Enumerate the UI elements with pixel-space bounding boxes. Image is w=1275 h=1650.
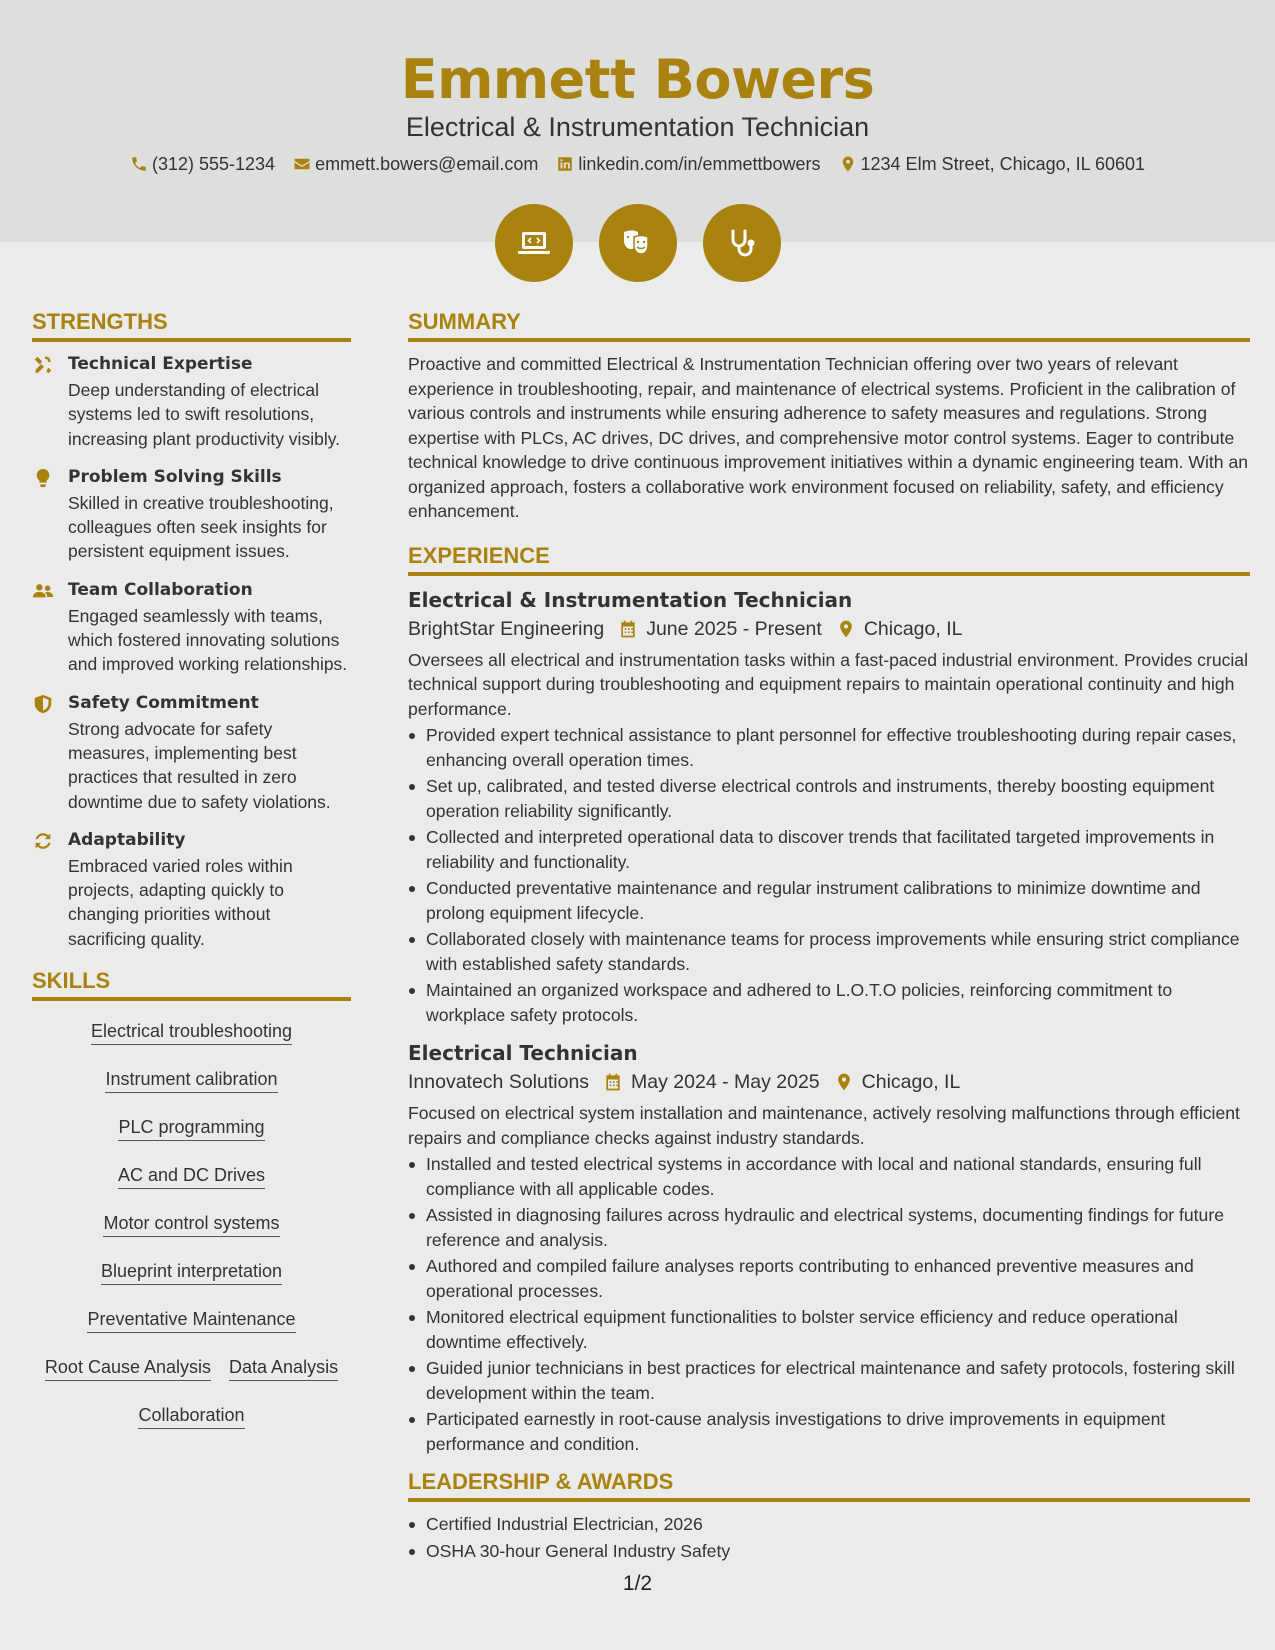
left-column (32, 308, 351, 1445)
strength-item (32, 578, 351, 677)
address-text: 1234 Elm Street, Chicago, IL 60601 (860, 154, 1146, 174)
list-item: Maintained an organized workspace and adhered to L.O.T.O policies, reinforcing commitment to workplace safety protocols. (408, 978, 1250, 1027)
list-item: Set up, calibrated, and tested diverse electrical controls and instruments, thereby boosting equipment operation reliability significantly. (408, 774, 1250, 823)
job-bullets (408, 1152, 1250, 1456)
phone-text: (312) 555-1234 (151, 154, 276, 174)
strength-desc: Engaged seamlessly with teams, which fostered innovating solutions and improved working relationships. (68, 605, 348, 675)
list-item: Assisted in diagnosing failures across hydraulic and electrical systems, documenting findings for future reference and analysis. (408, 1203, 1250, 1252)
summary-text: Proactive and committed Electrical & Instrumentation Technician offering over two years of relevant experience in troubleshooting, repair, and maintenance of electrical systems. Proficient in the calibration of various controls and instruments while ensuring adherence to safety measures and regulations. Strong expertise with PLCs, AC drives, DC drives, and comprehensive motor control systems. Eager to contribute technical knowledge to drive continuous improvement initiatives within a dynamic engineering team. With an organized approach, fosters a collaborative work environment focused on reliability, safety, and efficiency enhancement. (408, 354, 1249, 521)
strength-item (32, 352, 351, 451)
strength-title: Adaptability (68, 829, 186, 850)
list-item: Provided expert technical assistance to plant personnel for effective troubleshooting during repair cases, enhancing overall operation times. (408, 723, 1250, 772)
skill-tag: Collaboration (138, 1403, 244, 1429)
skill-tag: Blueprint interpretation (101, 1259, 282, 1285)
list-item: Certified Industrial Electrician, 2026 (408, 1512, 1250, 1537)
right-column (408, 308, 1250, 1575)
linkedin-icon (556, 155, 574, 173)
contact-email[interactable] (293, 152, 538, 176)
job-description: Oversees all electrical and instrumentation tasks within a fast-paced industrial environment. Provides crucial technical support during troubleshooting and equipment repairs to maintain operational continuity and high performance. (408, 649, 1248, 719)
interest-theater (599, 204, 677, 282)
theater-masks-icon (618, 223, 658, 263)
job-location: Chicago, IL (863, 617, 963, 640)
interest-icons (0, 204, 1275, 282)
skill-tag: AC and DC Drives (118, 1163, 265, 1189)
skill-tag: Instrument calibration (105, 1067, 277, 1093)
list-item: Installed and tested electrical systems in accordance with local and national standards, ensuring full compliance with all applicable codes. (408, 1152, 1250, 1201)
job-entry (408, 1039, 1250, 1456)
skill-tag: Preventative Maintenance (87, 1307, 295, 1333)
strength-title: Problem Solving Skills (68, 466, 282, 487)
strength-item (32, 691, 351, 814)
page-number: 1/2 (622, 1572, 653, 1595)
experience-heading: EXPERIENCE (408, 542, 1250, 576)
interest-medical (703, 204, 781, 282)
linkedin-text: linkedin.com/in/emmettbowers (578, 154, 821, 174)
list-item: Collaborated closely with maintenance teams for process improvements while ensuring strict compliance with established safety standards. (408, 927, 1250, 976)
tools-icon (32, 354, 54, 376)
contact-address (839, 152, 1146, 176)
job-meta (408, 614, 1250, 644)
list-item: Authored and compiled failure analyses reports contributing to enhanced preventive measures and operational processes. (408, 1254, 1250, 1303)
users-icon (32, 580, 54, 602)
job-company: Innovatech Solutions (408, 1071, 590, 1093)
strengths-heading: STRENGTHS (32, 308, 351, 342)
list-item: Conducted preventative maintenance and regular instrument calibrations to minimize downtime and prolong equipment lifecycle. (408, 876, 1250, 925)
contact-bar (0, 152, 1275, 176)
interest-laptop (495, 204, 573, 282)
strength-desc: Skilled in creative troubleshooting, colleagues often seek insights for persistent equipment issues. (68, 492, 334, 562)
job-entry (408, 586, 1250, 1028)
map-marker-icon (834, 1072, 854, 1092)
skills-list (32, 1011, 351, 1445)
sync-icon (32, 830, 54, 852)
strength-title: Safety Commitment (68, 692, 259, 713)
skill-tag: Motor control systems (103, 1211, 279, 1237)
strength-item (32, 465, 351, 564)
calendar-icon (618, 619, 638, 639)
job-title: Electrical & Instrumentation Technician (408, 587, 853, 612)
skill-tag: Electrical troubleshooting (91, 1019, 292, 1045)
skill-tag: PLC programming (118, 1115, 264, 1141)
stethoscope-icon (722, 223, 762, 263)
job-meta (408, 1067, 1250, 1097)
laptop-code-icon (514, 223, 554, 263)
contact-linkedin[interactable] (556, 152, 820, 176)
phone-icon (130, 155, 148, 173)
list-item: Collected and interpreted operational data to discover trends that facilitated targeted improvements in reliability and functionality. (408, 825, 1250, 874)
skill-tag: Root Cause Analysis (45, 1355, 211, 1381)
calendar-icon (603, 1072, 623, 1092)
job-title: Electrical Technician (408, 1041, 638, 1065)
shield-icon (32, 693, 54, 715)
email-text: emmett.bowers@email.com (315, 154, 539, 174)
candidate-title: Electrical & Instrumentation Technician (405, 112, 870, 142)
list-item: Monitored electrical equipment functionalities to bolster service efficiency and reduce operational downtime effectively. (408, 1305, 1250, 1354)
envelope-icon (293, 155, 311, 173)
strength-desc: Deep understanding of electrical systems led to swift resolutions, increasing plant productivity visibly. (68, 380, 341, 449)
skill-tag: Data Analysis (229, 1355, 338, 1381)
strength-title: Technical Expertise (68, 354, 253, 374)
awards-heading: LEADERSHIP & AWARDS (408, 1468, 1250, 1502)
job-bullets (408, 723, 1250, 1027)
job-location: Chicago, IL (861, 1071, 961, 1093)
job-company: BrightStar Engineering (408, 617, 605, 640)
lightbulb-icon (32, 467, 54, 489)
list-item: Guided junior technicians in best practices for electrical maintenance and safety protocols, fostering skill development within the team. (408, 1356, 1250, 1405)
strength-item (32, 828, 351, 951)
summary-heading: SUMMARY (408, 308, 1250, 342)
awards-list (408, 1512, 1250, 1563)
skills-heading: SKILLS (32, 967, 351, 1001)
contact-phone[interactable] (130, 152, 275, 176)
job-description: Focused on electrical system installation and maintenance, actively resolving malfunctions through efficient repairs and compliance checks against industry standards. (408, 1103, 1240, 1148)
strength-desc: Strong advocate for safety measures, implementing best practices that resulted in zero downtime due to safety violations. (68, 718, 331, 812)
candidate-name: Emmett Bowers (400, 48, 875, 111)
strength-desc: Embraced varied roles within projects, adapting quickly to changing priorities without sacrificing quality. (68, 855, 293, 949)
map-marker-icon (836, 619, 856, 639)
list-item: Participated earnestly in root-cause analysis investigations to drive improvements in equipment performance and condition. (408, 1407, 1250, 1456)
list-item: OSHA 30-hour General Industry Safety (408, 1539, 1250, 1564)
job-dates: June 2025 - Present (646, 617, 822, 640)
strength-title: Team Collaboration (68, 579, 253, 600)
job-dates: May 2024 - May 2025 (631, 1071, 820, 1093)
map-marker-icon (839, 155, 857, 173)
